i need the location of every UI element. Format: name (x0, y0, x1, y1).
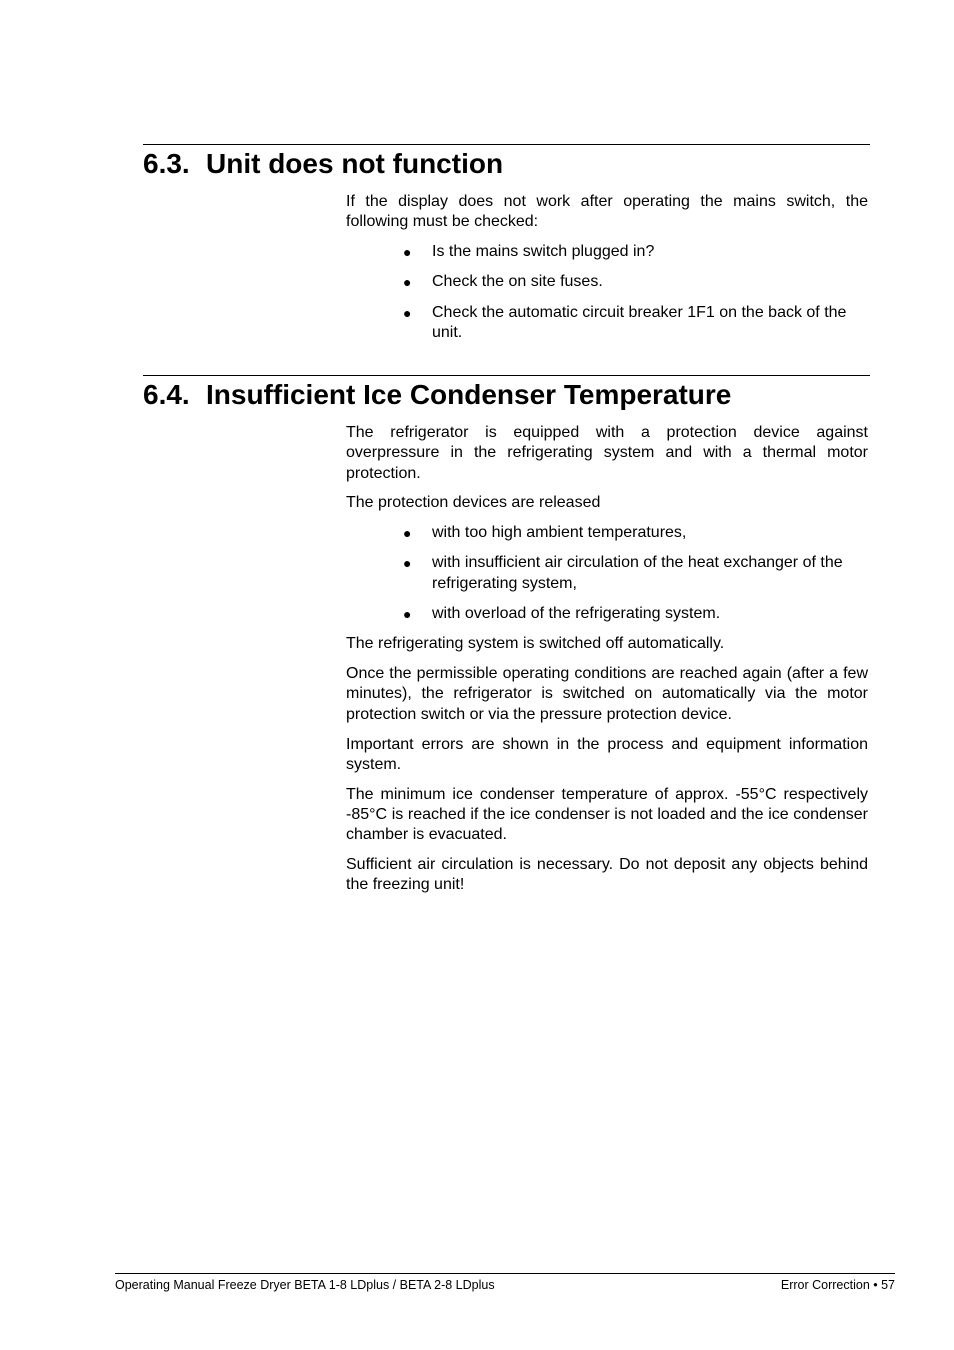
footer-document-title: Operating Manual Freeze Dryer BETA 1-8 LDplus / BETA 2-8 LDplus (115, 1278, 495, 1292)
page-footer (115, 1273, 895, 1293)
paragraph: The refrigerating system is switched off automatically. (346, 635, 725, 653)
list-item-text: Check the automatic circuit breaker 1F1 on the back of the unit. (432, 303, 847, 341)
paragraph: The minimum ice condenser temperature of approx. -55°C respectively -85°C is reached if the ice condenser is not loaded and the ice condenser chamber is evacuated. (346, 785, 868, 844)
bullet-icon: ● (403, 555, 412, 572)
section-body (346, 423, 868, 905)
paragraph: The refrigerator is equipped with a protection device against overpressure in the refrigerating system and with a thermal motor protection. (346, 424, 868, 482)
list-item (346, 303, 868, 344)
section-heading (143, 378, 870, 412)
bullet-icon: ● (403, 606, 412, 623)
paragraph: Sufficient air circulation is necessary. Do not deposit any objects behind the freezing unit! (346, 856, 868, 894)
section-title: Insufficient Ice Condenser Temperature (206, 379, 732, 410)
section-rule (143, 144, 870, 145)
list-item-text: with insufficient air circulation of the heat exchanger of the refrigerating system, (432, 554, 843, 592)
list-item (346, 553, 868, 594)
bullet-icon: ● (403, 525, 412, 542)
section-body (346, 192, 868, 353)
list-item (346, 272, 868, 292)
paragraph: If the display does not work after operating the mains switch, the following must be checked: (346, 193, 868, 231)
bullet-icon: ● (403, 304, 412, 321)
list-item-text: Is the mains switch plugged in? (432, 243, 655, 261)
section-heading (143, 147, 870, 181)
section-rule (143, 375, 870, 376)
list-item (346, 242, 868, 262)
section-title: Unit does not function (206, 148, 504, 179)
bullet-icon: ● (403, 274, 412, 291)
section-number: 6.3. (143, 148, 190, 179)
list-item-text: with overload of the refrigerating system. (432, 605, 721, 623)
section-number: 6.4. (143, 379, 190, 410)
list-item-text: Check the on site fuses. (432, 273, 603, 291)
paragraph: Once the permissible operating conditions are reached again (after a few minutes), the refrigerator is switched on automatically via the motor protection switch or via the pressure protection device. (346, 665, 868, 723)
bullet-list (346, 242, 868, 343)
paragraph: The protection devices are released (346, 494, 601, 512)
bullet-icon: ● (403, 244, 412, 261)
paragraph: Important errors are shown in the process and equipment information system. (346, 735, 868, 773)
section-6-3 (143, 144, 870, 341)
section-6-4 (143, 375, 870, 894)
list-item (346, 604, 868, 624)
bullet-list (346, 523, 868, 624)
list-item (346, 523, 868, 543)
list-item-text: with too high ambient temperatures, (432, 524, 687, 542)
footer-chapter-page: Error Correction • 57 (780, 1278, 895, 1292)
